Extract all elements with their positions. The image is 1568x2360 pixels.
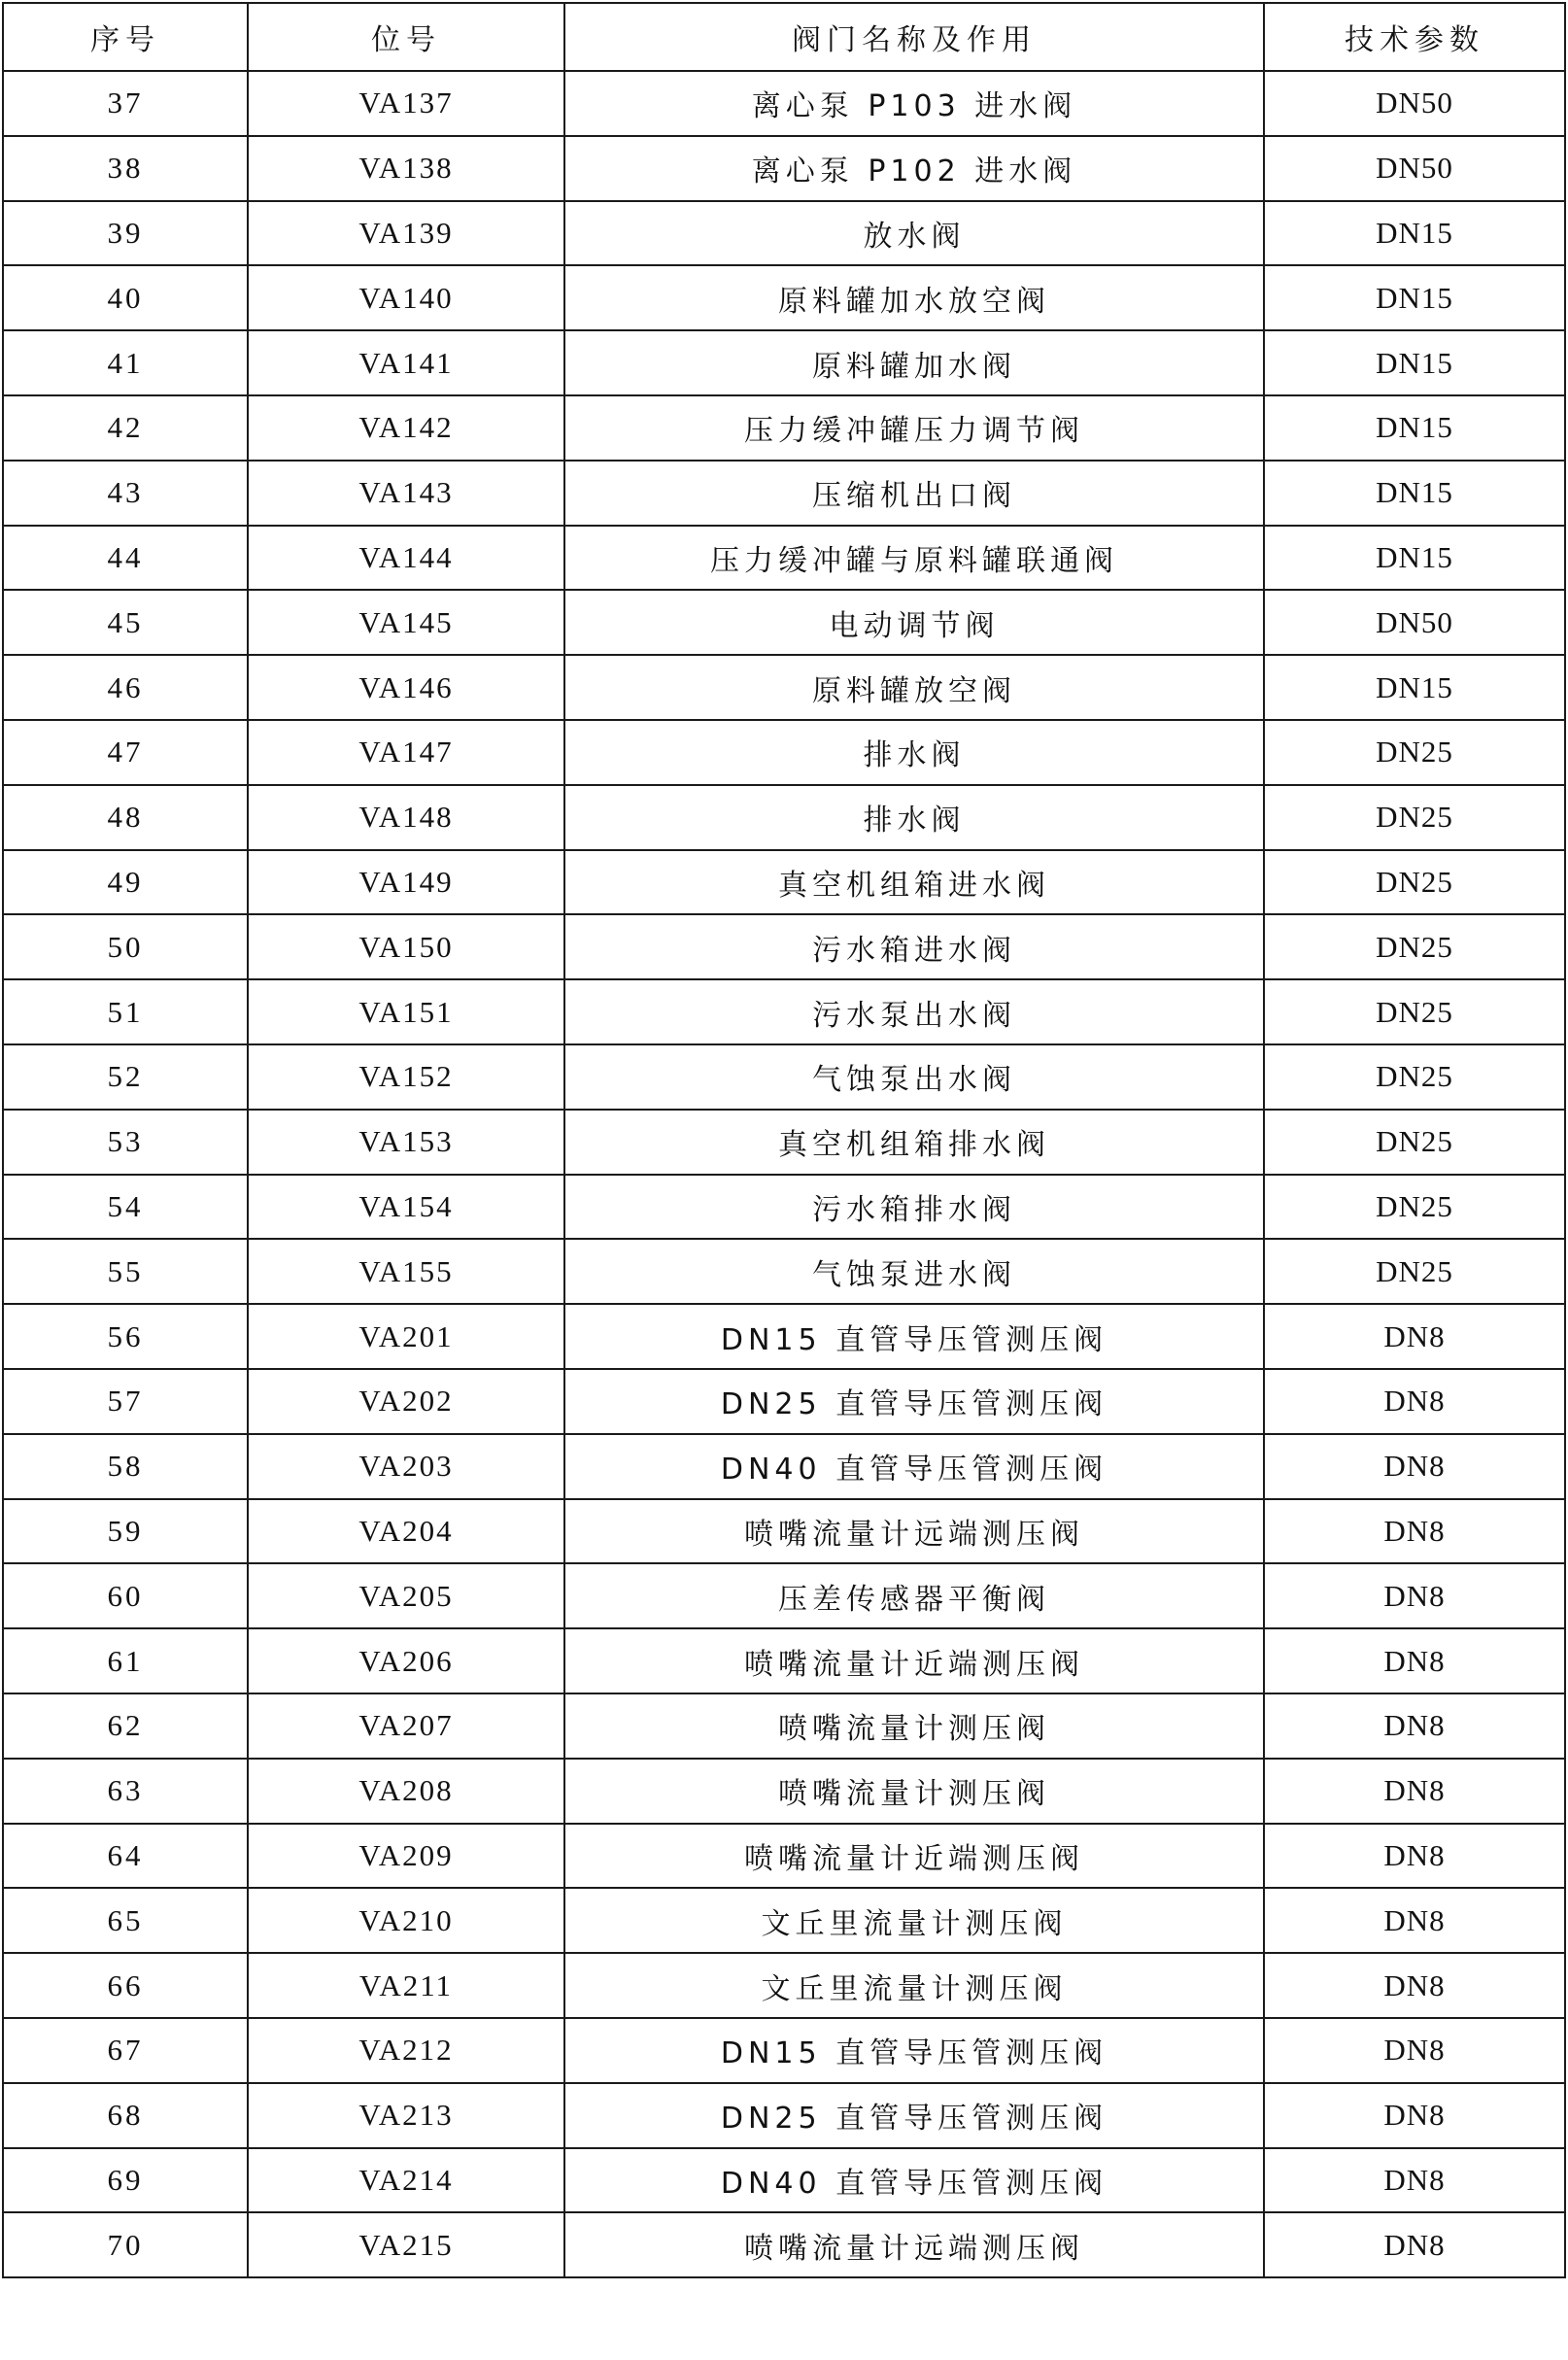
row-valve-name: 气蚀泵进水阀 (564, 1239, 1264, 1304)
row-index: 64 (3, 1824, 248, 1889)
row-index: 41 (3, 330, 248, 395)
row-spec: DN8 (1264, 1304, 1565, 1369)
header-spec: 技术参数 (1264, 3, 1565, 71)
row-tag: VA155 (248, 1239, 564, 1304)
row-index: 45 (3, 590, 248, 655)
row-spec: DN25 (1264, 1044, 1565, 1110)
row-index: 70 (3, 2212, 248, 2277)
row-valve-name: 文丘里流量计测压阀 (564, 1888, 1264, 1953)
row-spec: DN25 (1264, 979, 1565, 1044)
row-spec: DN15 (1264, 395, 1565, 461)
row-spec: DN25 (1264, 850, 1565, 915)
table-row (3, 850, 1565, 915)
row-tag: VA205 (248, 1563, 564, 1628)
table-row (3, 720, 1565, 785)
row-valve-name: 压力缓冲罐压力调节阀 (564, 395, 1264, 461)
row-valve-name: DN25 直管导压管测压阀 (564, 1369, 1264, 1434)
row-spec: DN8 (1264, 2148, 1565, 2213)
row-index: 52 (3, 1044, 248, 1110)
row-spec: DN8 (1264, 1953, 1565, 2018)
row-spec: DN8 (1264, 1499, 1565, 1564)
row-tag: VA208 (248, 1759, 564, 1824)
row-spec: DN25 (1264, 914, 1565, 979)
row-index: 69 (3, 2148, 248, 2213)
row-spec: DN8 (1264, 2018, 1565, 2083)
row-valve-name: 喷嘴流量计近端测压阀 (564, 1628, 1264, 1693)
row-index: 55 (3, 1239, 248, 1304)
row-valve-name: 真空机组箱进水阀 (564, 850, 1264, 915)
row-index: 38 (3, 136, 248, 201)
row-spec: DN15 (1264, 655, 1565, 720)
row-spec: DN25 (1264, 1110, 1565, 1175)
row-tag: VA144 (248, 526, 564, 591)
row-index: 37 (3, 71, 248, 136)
row-index: 48 (3, 785, 248, 850)
table-row (3, 2148, 1565, 2213)
table-row (3, 590, 1565, 655)
table-row (3, 1304, 1565, 1369)
row-spec: DN8 (1264, 2212, 1565, 2277)
row-tag: VA206 (248, 1628, 564, 1693)
row-tag: VA151 (248, 979, 564, 1044)
row-spec: DN8 (1264, 2083, 1565, 2148)
table-body (3, 71, 1565, 2277)
row-tag: VA137 (248, 71, 564, 136)
row-tag: VA143 (248, 461, 564, 526)
row-valve-name: 污水箱进水阀 (564, 914, 1264, 979)
row-spec: DN15 (1264, 330, 1565, 395)
table-row (3, 1175, 1565, 1240)
row-spec: DN8 (1264, 1369, 1565, 1434)
row-tag: VA210 (248, 1888, 564, 1953)
row-index: 53 (3, 1110, 248, 1175)
row-valve-name: 排水阀 (564, 785, 1264, 850)
table-header (3, 3, 1565, 71)
row-index: 50 (3, 914, 248, 979)
table-row (3, 1110, 1565, 1175)
row-tag: VA139 (248, 201, 564, 266)
table-row (3, 1824, 1565, 1889)
row-tag: VA148 (248, 785, 564, 850)
row-tag: VA146 (248, 655, 564, 720)
row-tag: VA140 (248, 265, 564, 330)
row-valve-name: DN25 直管导压管测压阀 (564, 2083, 1264, 2148)
row-spec: DN8 (1264, 1434, 1565, 1499)
valve-table (2, 2, 1566, 2278)
row-spec: DN15 (1264, 265, 1565, 330)
row-spec: DN8 (1264, 1888, 1565, 1953)
table-row (3, 395, 1565, 461)
row-tag: VA138 (248, 136, 564, 201)
table-row (3, 1369, 1565, 1434)
row-valve-name: 污水泵出水阀 (564, 979, 1264, 1044)
table-row (3, 201, 1565, 266)
row-index: 56 (3, 1304, 248, 1369)
row-index: 61 (3, 1628, 248, 1693)
table-row (3, 526, 1565, 591)
row-tag: VA145 (248, 590, 564, 655)
row-valve-name: 压差传感器平衡阀 (564, 1563, 1264, 1628)
table-row (3, 1044, 1565, 1110)
row-spec: DN8 (1264, 1759, 1565, 1824)
header-tag: 位号 (248, 3, 564, 71)
row-valve-name: 喷嘴流量计远端测压阀 (564, 1499, 1264, 1564)
row-tag: VA207 (248, 1693, 564, 1759)
row-index: 44 (3, 526, 248, 591)
row-index: 60 (3, 1563, 248, 1628)
row-valve-name: 污水箱排水阀 (564, 1175, 1264, 1240)
row-index: 65 (3, 1888, 248, 1953)
row-index: 59 (3, 1499, 248, 1564)
row-spec: DN25 (1264, 1175, 1565, 1240)
row-index: 66 (3, 1953, 248, 2018)
row-index: 54 (3, 1175, 248, 1240)
row-tag: VA149 (248, 850, 564, 915)
table-row (3, 71, 1565, 136)
table-row (3, 136, 1565, 201)
table-row (3, 914, 1565, 979)
table-row (3, 1759, 1565, 1824)
row-valve-name: 电动调节阀 (564, 590, 1264, 655)
row-valve-name: DN15 直管导压管测压阀 (564, 2018, 1264, 2083)
header-valve-name: 阀门名称及作用 (564, 3, 1264, 71)
row-tag: VA211 (248, 1953, 564, 2018)
row-valve-name: 真空机组箱排水阀 (564, 1110, 1264, 1175)
table-row (3, 655, 1565, 720)
row-spec: DN50 (1264, 136, 1565, 201)
table-row (3, 979, 1565, 1044)
table-row (3, 2083, 1565, 2148)
row-valve-name: 压力缓冲罐与原料罐联通阀 (564, 526, 1264, 591)
row-valve-name: 原料罐加水阀 (564, 330, 1264, 395)
row-valve-name: 原料罐加水放空阀 (564, 265, 1264, 330)
row-spec: DN50 (1264, 590, 1565, 655)
table-row (3, 2018, 1565, 2083)
row-valve-name: 排水阀 (564, 720, 1264, 785)
row-tag: VA153 (248, 1110, 564, 1175)
row-tag: VA214 (248, 2148, 564, 2213)
row-valve-name: 放水阀 (564, 201, 1264, 266)
row-spec: DN8 (1264, 1693, 1565, 1759)
row-index: 47 (3, 720, 248, 785)
row-tag: VA209 (248, 1824, 564, 1889)
row-tag: VA203 (248, 1434, 564, 1499)
table-row (3, 1628, 1565, 1693)
row-tag: VA142 (248, 395, 564, 461)
row-valve-name: 离心泵 P102 进水阀 (564, 136, 1264, 201)
row-spec: DN8 (1264, 1628, 1565, 1693)
header-index: 序号 (3, 3, 248, 71)
row-spec: DN50 (1264, 71, 1565, 136)
table-row (3, 1953, 1565, 2018)
row-spec: DN8 (1264, 1563, 1565, 1628)
row-spec: DN25 (1264, 785, 1565, 850)
table-row (3, 2212, 1565, 2277)
table-row (3, 1239, 1565, 1304)
row-valve-name: 喷嘴流量计测压阀 (564, 1693, 1264, 1759)
row-index: 62 (3, 1693, 248, 1759)
row-valve-name: 喷嘴流量计远端测压阀 (564, 2212, 1264, 2277)
row-tag: VA154 (248, 1175, 564, 1240)
row-valve-name: DN15 直管导压管测压阀 (564, 1304, 1264, 1369)
table-row (3, 1693, 1565, 1759)
row-tag: VA215 (248, 2212, 564, 2277)
table-row (3, 1499, 1565, 1564)
row-spec: DN25 (1264, 720, 1565, 785)
row-index: 63 (3, 1759, 248, 1824)
row-index: 57 (3, 1369, 248, 1434)
table-row (3, 1888, 1565, 1953)
row-index: 49 (3, 850, 248, 915)
row-spec: DN15 (1264, 201, 1565, 266)
row-tag: VA141 (248, 330, 564, 395)
row-index: 51 (3, 979, 248, 1044)
row-valve-name: 喷嘴流量计近端测压阀 (564, 1824, 1264, 1889)
row-index: 43 (3, 461, 248, 526)
table-row (3, 785, 1565, 850)
row-index: 68 (3, 2083, 248, 2148)
table-row (3, 461, 1565, 526)
row-tag: VA202 (248, 1369, 564, 1434)
row-index: 40 (3, 265, 248, 330)
row-spec: DN15 (1264, 461, 1565, 526)
row-index: 42 (3, 395, 248, 461)
table-row (3, 1434, 1565, 1499)
row-tag: VA152 (248, 1044, 564, 1110)
row-tag: VA204 (248, 1499, 564, 1564)
row-index: 67 (3, 2018, 248, 2083)
table-row (3, 265, 1565, 330)
row-tag: VA150 (248, 914, 564, 979)
row-tag: VA213 (248, 2083, 564, 2148)
row-spec: DN25 (1264, 1239, 1565, 1304)
row-valve-name: 离心泵 P103 进水阀 (564, 71, 1264, 136)
row-valve-name: 喷嘴流量计测压阀 (564, 1759, 1264, 1824)
row-tag: VA212 (248, 2018, 564, 2083)
row-valve-name: 压缩机出口阀 (564, 461, 1264, 526)
table-row (3, 330, 1565, 395)
row-tag: VA201 (248, 1304, 564, 1369)
row-valve-name: 原料罐放空阀 (564, 655, 1264, 720)
row-valve-name: DN40 直管导压管测压阀 (564, 1434, 1264, 1499)
row-valve-name: DN40 直管导压管测压阀 (564, 2148, 1264, 2213)
row-index: 46 (3, 655, 248, 720)
row-index: 39 (3, 201, 248, 266)
header-row (3, 3, 1565, 71)
row-tag: VA147 (248, 720, 564, 785)
row-spec: DN8 (1264, 1824, 1565, 1889)
row-spec: DN15 (1264, 526, 1565, 591)
table-row (3, 1563, 1565, 1628)
row-index: 58 (3, 1434, 248, 1499)
row-valve-name: 气蚀泵出水阀 (564, 1044, 1264, 1110)
row-valve-name: 文丘里流量计测压阀 (564, 1953, 1264, 2018)
